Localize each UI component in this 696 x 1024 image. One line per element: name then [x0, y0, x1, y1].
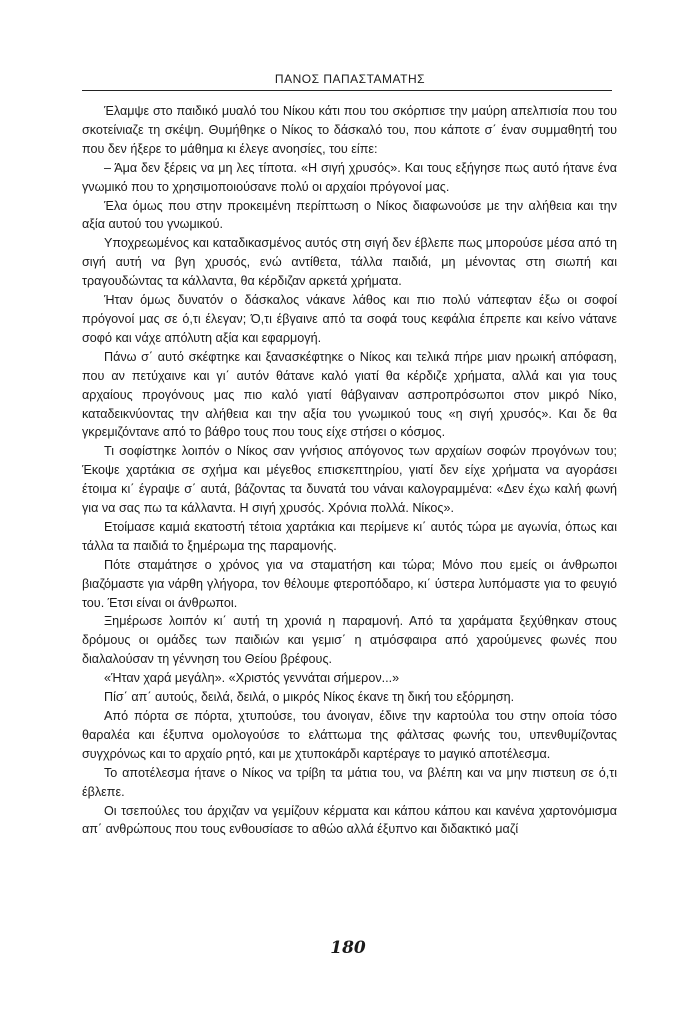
paragraph: Από πόρτα σε πόρτα, χτυπούσε, του άνοιγαν, έδινε την καρτούλα του στην οποία τόσο θαραλέα και έξυπνα ομολογούσε το ελάττωμα της φάλτσας φωνής του, υπενθυμίζοντας συγχρόνως και το αρχαίο ρητό, και με χτυποκάρδι καρτέραγε το μαγικό αποτέλεσμα. — [82, 709, 617, 761]
paragraph: «Ήταν χαρά μεγάλη». «Χριστός γεννάται σήμερον...» — [104, 671, 400, 686]
paragraph: Έλαμψε στο παιδικό μυαλό του Νίκου κάτι που του σκόρπισε την μαύρη απελπισία που του σκοτείνιαζε τη σκέψη. Θυμήθηκε ο Νίκος το δάσκαλό του, που κάποτε σ΄ έναν συμμαθητή του που δεν ήξερε το μάθημα κι έλεγε ανοησίες, του είπε: — [82, 104, 617, 156]
body-text — [82, 102, 617, 839]
page-number: 180 — [330, 938, 366, 958]
paragraph: Ξημέρωσε λοιπόν κι΄ αυτή τη χρονιά η παραμονή. Από τα χαράματα ξεχύθηκαν στους δρόμους οι ομάδες των παιδιών και γεμισ΄ η ατμόσφαιρα από χαρούμενες φωνές που διαλαλούσαν τη γέννηση του Θείου βρέφους. — [82, 614, 617, 667]
paragraph: Υποχρεωμένος και καταδικασμένος αυτός στη σιγή δεν έβλεπε πως μπορούσε μέσα από τη σιγή αυτή να βγη χρυσός, ενώ αντίθετα, τάλλα παιδιά, μη μένοντας στη σιωπή και τραγουδώντας τα κάλλαντα, θα κέρδιζαν αρκετά χρήματα. — [82, 236, 617, 289]
paragraph: – Άμα δεν ξέρεις να μη λες τίποτα. «Η σιγή χρυσός». Και τους εξήγησε πως αυτό ήτανε ένα γνωμικό που το χρησιμοποιούσανε πολύ οι αρχαίοι πρόγονοί μας. — [82, 160, 617, 194]
paragraph: Οι τσεπούλες του άρχιζαν να γεμίζουν κέρματα και κάπου κάπου και κανένα χαρτονόμισμα απ΄ ανθρώπους που τους ενθουσίασε το αθώο αλλά έξυπνο και διδακτικό μαζί — [82, 803, 617, 837]
paragraph: Έλα όμως που στην προκειμένη περίπτωση ο Νίκος διαφωνούσε με την αλήθεια και την αξία αυτού του γνωμικού. — [82, 198, 617, 232]
paragraph: Τι σοφίστηκε λοιπόν ο Νίκος σαν γνήσιος απόγονος των αρχαίων σοφών προγόνων του; Έκοψε χαρτάκια σε σχήμα και μέγεθος επισκεπτηρίου, γιατί δεν είχε χρήματα να αγοράσει έτοιμα κι΄ έγραψε σ΄ αυτά, βάζοντας τα δυνατά του νάναι καλογραμμένα: «Δεν έχω καλή φωνή για να σας πω τα κάλλαντα. Η σιγή χρυσός. Χρόνια πολλά. Νίκος». — [82, 444, 617, 516]
paragraph: Το αποτέλεσμα ήτανε ο Νίκος να τρίβη τα μάτια του, να βλέπη και να μην πιστευη σε ό,τι έβλεπε. — [82, 765, 617, 799]
paragraph: Πάνω σ΄ αυτό σκέφτηκε και ξανασκέφτηκε ο Νίκος και τελικά πήρε μιαν ηρωική απόφαση, που αν πετύχαινε και γι΄ αυτόν θάτανε καλό γιατί θα κέρδιζε χρήματα, αλλά και για τους αρχαίους προγόνους μας πιο καλό γιατί θάβγαιναν ασπροπρόσωποι στον μικρό Νίκο, καταδεικνύοντας την αλήθεια και την αξία του γνωμικού τους «η σιγή χρυσός». Και δε θα γκρεμιζόντανε από το βάθρο τους που τους είχε στήσει ο κόσμος. — [82, 349, 617, 440]
running-header: ΠΑΝΟΣ ΠΑΠΑΣΤΑΜΑΤΗΣ — [274, 72, 426, 86]
paragraph: Πότε σταμάτησε ο χρόνος για να σταματήση και τώρα; Μόνο που εμείς οι άνθρωποι βιαζόμαστε για νάρθη γλήγορα, τον θέλουμε φτεροπόδαρο, κι΄ ύστερα λυπόμαστε για το φευγιό του. Έτσι είναι οι άνθρωποι. — [82, 557, 617, 610]
paragraph: Ετοίμασε καμιά εκατοστή τέτοια χαρτάκια και περίμενε κι΄ αυτός τώρα με αγωνία, όπως και τάλλα τα παιδιά το ξημέρωμα της παραμονής. — [82, 519, 617, 553]
header-rule — [82, 90, 612, 91]
paragraph: Πίσ΄ απ΄ αυτούς, δειλά, δειλά, ο μικρός Νίκος έκανε τη δική του εξόρμηση. — [104, 690, 515, 705]
paragraph: Ήταν όμως δυνατόν ο δάσκαλος νάκανε λάθος και πιο πολύ νάπεφταν έξω οι σοφοί πρόγονοί μας σε ό,τι έλεγαν; Ό,τι έβγαινε από τα σοφά τους κεφάλια έπρεπε και κείνο νάτανε σοφό και νάχε απόλυτη αξία και εφαρμογή. — [82, 293, 617, 345]
